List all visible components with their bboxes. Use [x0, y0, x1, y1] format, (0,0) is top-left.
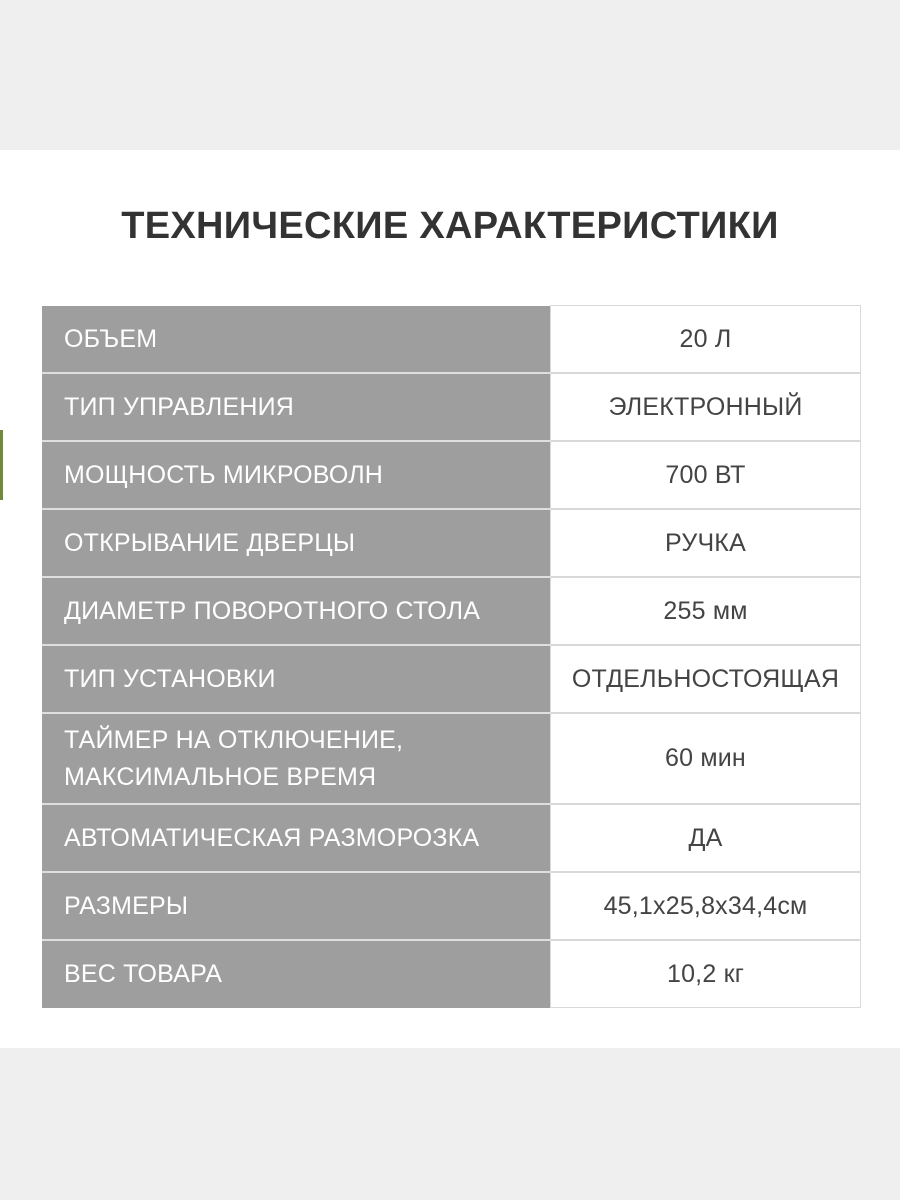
spec-value: ЭЛЕКТРОННЫЙ [551, 373, 861, 441]
spec-value: 60 мин [551, 713, 861, 804]
spec-label: ОТКРЫВАНИЕ ДВЕРЦЫ [42, 509, 551, 577]
spec-label: ВЕС ТОВАРА [42, 940, 551, 1008]
spec-label: ОБЪЕМ [42, 306, 551, 374]
spec-label-line: МАКСИМАЛЬНОЕ ВРЕМЯ [64, 762, 377, 791]
table-row [42, 306, 861, 374]
spec-label: ДИАМЕТР ПОВОРОТНОГО СТОЛА [42, 577, 551, 645]
spec-label-line: ТАЙМЕР НА ОТКЛЮЧЕНИЕ, [64, 726, 404, 755]
spec-value: ДА [551, 804, 861, 872]
spec-label: РАЗМЕРЫ [42, 872, 551, 940]
spec-value: 20 Л [551, 306, 861, 374]
table-row [42, 713, 861, 804]
spec-value: ОТДЕЛЬНОСТОЯЩАЯ [551, 645, 861, 713]
spec-value: 10,2 кг [551, 940, 861, 1008]
table-row [42, 872, 861, 940]
table-row [42, 940, 861, 1008]
spec-value: 45,1x25,8x34,4см [551, 872, 861, 940]
left-edge-accent [0, 430, 3, 500]
table-row [42, 509, 861, 577]
spec-table [42, 305, 861, 1008]
table-row [42, 577, 861, 645]
table-row [42, 441, 861, 509]
spec-value: РУЧКА [551, 509, 861, 577]
spec-label: АВТОМАТИЧЕСКАЯ РАЗМОРОЗКА [42, 804, 551, 872]
spec-label [42, 713, 551, 804]
spec-label: ТИП УСТАНОВКИ [42, 645, 551, 713]
table-row [42, 373, 861, 441]
page-title: ТЕХНИЧЕСКИЕ ХАРАКТЕРИСТИКИ [121, 205, 779, 247]
table-row [42, 804, 861, 872]
table-row [42, 645, 861, 713]
spec-label: МОЩНОСТЬ МИКРОВОЛН [42, 441, 551, 509]
spec-label: ТИП УПРАВЛЕНИЯ [42, 373, 551, 441]
spec-value: 255 мм [551, 577, 861, 645]
spec-value: 700 ВТ [551, 441, 861, 509]
